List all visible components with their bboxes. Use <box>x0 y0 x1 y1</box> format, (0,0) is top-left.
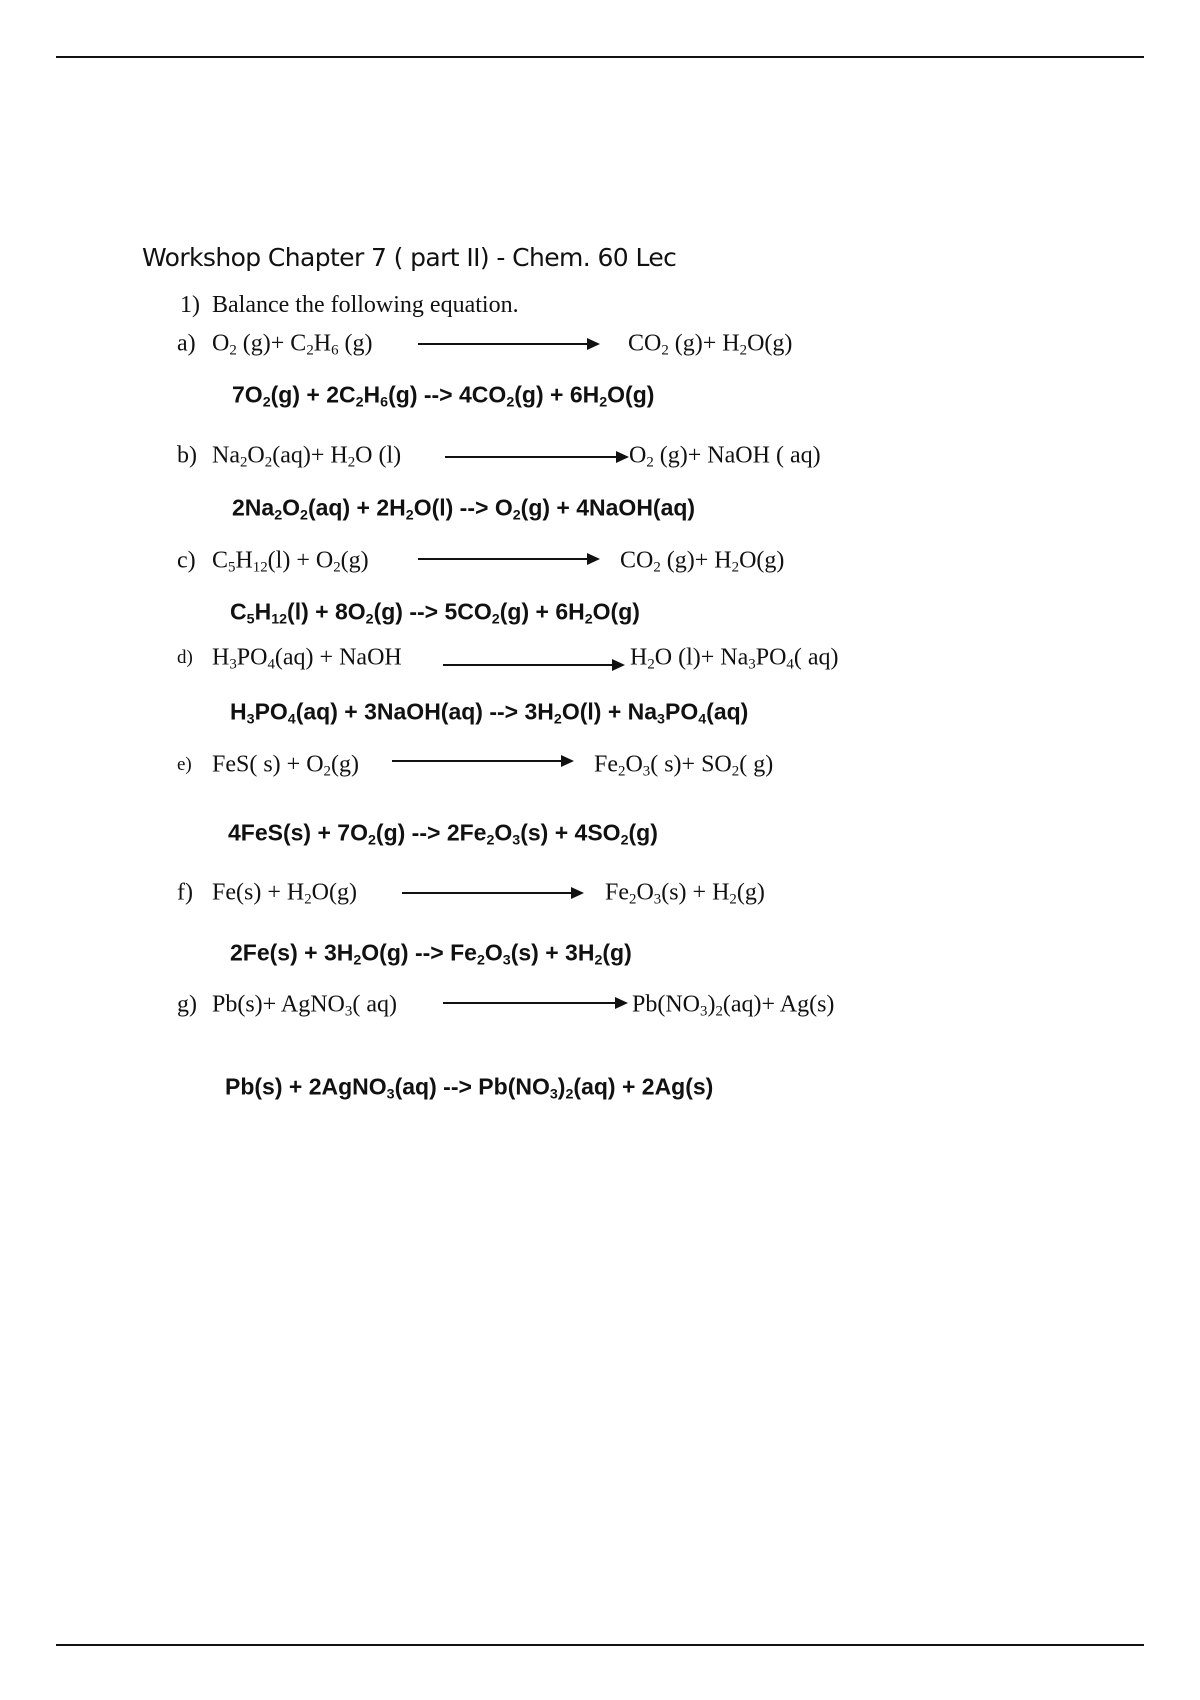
reaction-arrow <box>443 664 623 666</box>
reactants: $Na_2O_2(aq)+ H_2O$ (l) <box>212 442 402 471</box>
footer-rule <box>56 1644 1144 1646</box>
header-rule <box>56 56 1144 58</box>
reactants: Pb(s)+ AgNO$_3$( aq) <box>212 991 397 1020</box>
instruction-text: Balance the following equation. <box>212 292 519 318</box>
products: $CO_2$ $(g)+ H_2O(g)$ <box>620 547 785 576</box>
balanced-answer: Pb(s) + 2AgNO$_3$(aq) --> $Pb(NO_3)_2(aq) + 2Ag(s)$ <box>225 1073 714 1103</box>
products: $H_2O$ $(l)+ Na_3PO_4$( aq) <box>630 644 839 673</box>
item-label: a) <box>177 330 196 357</box>
balanced-answer: $C_5H_{12}(l) + 8O_2(g)$ --> $5CO_2(g) + 6H_2O(g)$ <box>230 598 640 628</box>
reactants: $O_2$ $(g)+ C_2H_6$ (g) <box>212 330 373 359</box>
item-label: b) <box>177 442 197 469</box>
item-label: c) <box>177 547 196 574</box>
balanced-answer: $2Fe(s) + 3H_2O(g)$ --> $Fe_2O_3(s) + 3H_2(g)$ <box>230 939 632 969</box>
products: $O_2$ (g)+ NaOH ( aq) <box>629 442 821 471</box>
reaction-arrow <box>392 760 572 762</box>
products: $Fe_2O_3$( $s)+ SO_2$( g) <box>594 751 774 780</box>
reaction-arrow <box>418 558 598 560</box>
reactants: FeS( $s) + O_2(g)$ <box>212 751 359 780</box>
item-label: f) <box>177 879 193 906</box>
instruction-number: 1) <box>180 292 200 318</box>
products: $CO_2$ $(g)+ H_2O(g)$ <box>628 330 793 359</box>
reaction-arrow <box>445 456 627 458</box>
reaction-arrow <box>418 343 598 345</box>
reaction-arrow <box>402 892 582 894</box>
reaction-arrow <box>443 1002 626 1004</box>
balanced-answer: $7O_2(g) + 2C_2H_6(g)$ --> $4CO_2(g) + 6H_2O(g)$ <box>232 381 655 411</box>
instruction <box>180 292 519 319</box>
balanced-answer: $4FeS(s) + 7O_2(g)$ --> $2Fe_2O_3(s) + 4SO_2(g)$ <box>228 819 658 849</box>
balanced-answer: $H_3PO_4(aq)$ + 3NaOH(aq) --> $3H_2O(l) + Na_3PO_4(aq)$ <box>230 698 749 728</box>
reactants: $C_5H_{12}(l) + O_2(g)$ <box>212 547 369 576</box>
worksheet-title: Workshop Chapter 7 ( part II) - Chem. 60 Lec <box>142 243 677 272</box>
item-label: d) <box>177 647 193 668</box>
balanced-answer: $2Na_2O_2(aq) + 2H_2O(l)$ --> $O_2(g)$ + 4NaOH(aq) <box>232 494 696 524</box>
products: $Pb(NO_3)_2(aq)+ Ag(s)$ <box>632 991 835 1020</box>
reactants: $Fe(s) + H_2O(g)$ <box>212 879 357 908</box>
item-label: e) <box>177 754 192 775</box>
products: $Fe_2O_3(s) + H_2(g)$ <box>605 879 765 908</box>
item-label: g) <box>177 991 197 1018</box>
reactants: $H_3PO_4(aq)$ + NaOH <box>212 644 402 673</box>
